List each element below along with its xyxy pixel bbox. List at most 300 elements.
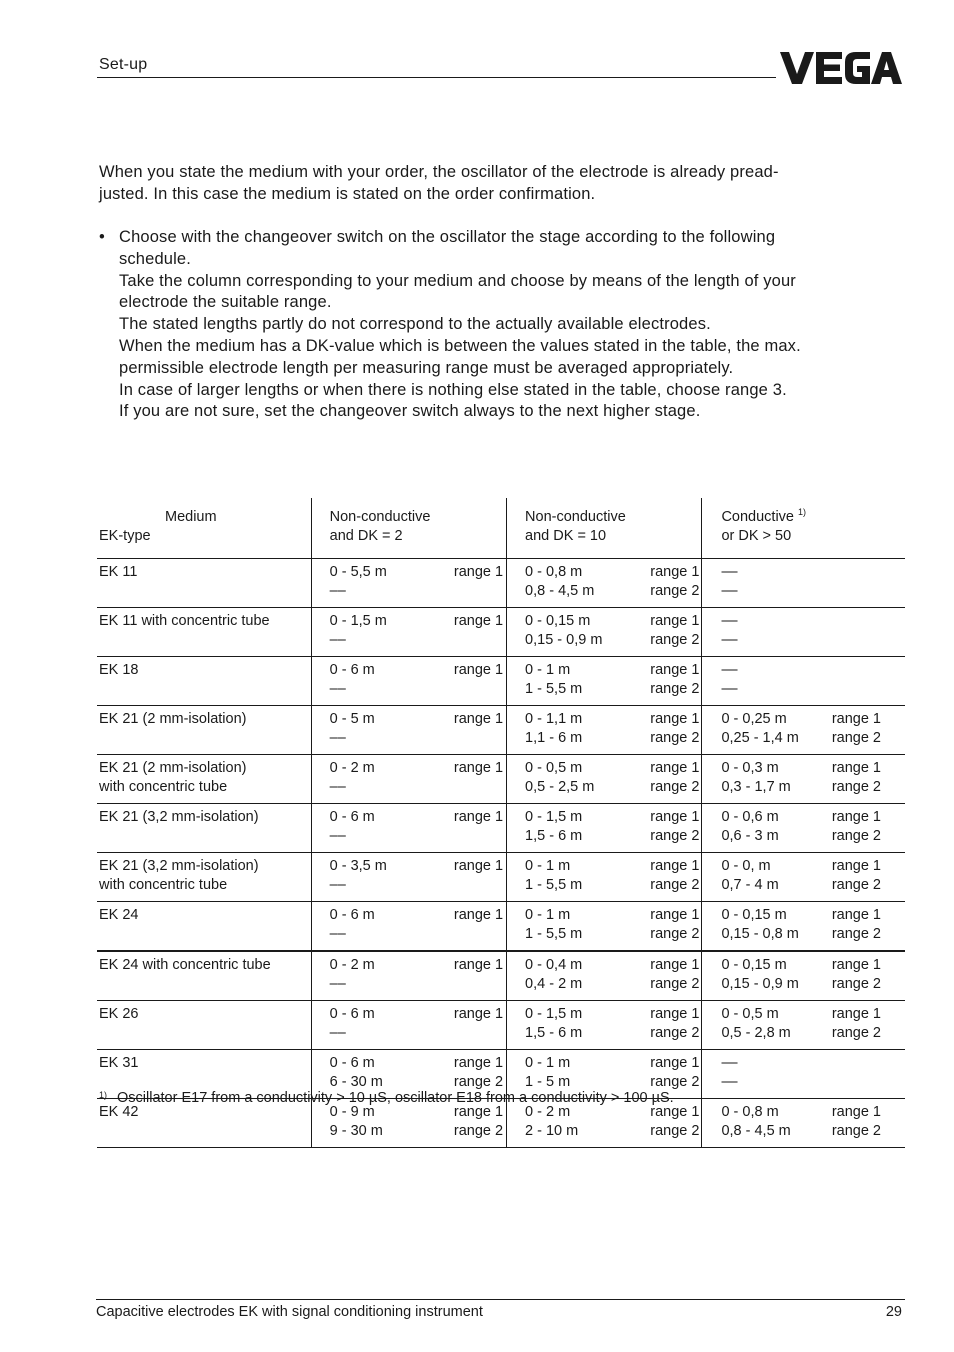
range-value: range 1 <box>453 613 504 629</box>
range-line <box>702 1122 905 1141</box>
footnote-text: Oscillator E17 from a conductivity > 10 µS, oscillator E18 from a conductivity > 100 µS. <box>117 1090 674 1106</box>
range-value: range 1 <box>650 662 700 678</box>
range-value: range 1 <box>831 1006 881 1022</box>
range-cell <box>507 853 702 902</box>
ek-type-cell <box>97 755 311 804</box>
range-value: range 1 <box>831 760 881 776</box>
range-value: range 2 <box>453 1074 504 1090</box>
range-line <box>312 631 506 650</box>
range-value: range 1 <box>831 957 881 973</box>
range-cell <box>507 755 702 804</box>
length-value: –– <box>721 1074 738 1090</box>
ek-type-cell <box>97 657 311 706</box>
length-value: –– <box>721 564 738 580</box>
ek-type-line: EK 11 <box>99 564 138 580</box>
length-value: 1,5 - 6 m <box>525 828 583 844</box>
instruction-line: permissible electrode length per measuring range must be averaged appropriately. <box>119 358 734 377</box>
ek-type-cell <box>97 853 311 902</box>
length-value: 0 - 1,5 m <box>525 809 583 825</box>
range-value: range 1 <box>650 957 700 973</box>
range-value: range 2 <box>650 1074 700 1090</box>
range-line <box>507 906 701 925</box>
range-value: range 1 <box>650 711 700 727</box>
length-value: 0 - 6 m <box>329 809 375 825</box>
table-row <box>97 853 905 902</box>
range-cell <box>507 804 702 853</box>
range-value: range 2 <box>650 779 700 795</box>
range-line <box>507 710 701 729</box>
length-value: 0 - 0,3 m <box>721 760 779 776</box>
range-cell <box>507 1001 702 1050</box>
range-value <box>503 729 506 748</box>
ek-type-line: EK 21 (2 mm-isolation) <box>99 711 247 727</box>
range-cell <box>702 853 905 902</box>
range-value: range 1 <box>650 1055 700 1071</box>
range-value <box>503 778 506 797</box>
range-cell <box>702 951 905 1001</box>
length-value: 0 - 1,5 m <box>329 613 387 629</box>
instruction-bullet <box>99 227 899 423</box>
range-value <box>503 827 506 846</box>
length-value: 0 - 1 m <box>525 662 571 678</box>
range-value: range 2 <box>650 828 700 844</box>
range-value: range 1 <box>453 957 504 973</box>
range-line <box>507 1005 701 1024</box>
range-cell <box>702 706 905 755</box>
range-line <box>507 680 701 699</box>
table-row <box>97 657 905 706</box>
range-cell <box>507 951 702 1001</box>
range-value: range 2 <box>650 1025 700 1041</box>
range-value: range 1 <box>453 564 504 580</box>
length-value: 0 - 1 m <box>525 907 571 923</box>
range-line <box>702 582 905 601</box>
length-value: 0 - 1,1 m <box>525 711 583 727</box>
table-row <box>97 804 905 853</box>
range-value: range 1 <box>453 809 504 825</box>
range-line <box>702 680 905 699</box>
vega-logo <box>780 50 902 86</box>
ek-type-line: EK 42 <box>99 1104 139 1120</box>
length-value: 1,5 - 6 m <box>525 1025 583 1041</box>
range-cell <box>311 902 506 952</box>
length-value: 0 - 2 m <box>525 1104 571 1120</box>
intro-line: justed. In this case the medium is stated on the order confirmation. <box>99 185 596 203</box>
table-row <box>97 902 905 952</box>
range-line <box>312 563 506 582</box>
ek-type-line: EK 26 <box>99 1006 139 1022</box>
footnote <box>99 1090 674 1106</box>
range-cell <box>702 1050 905 1099</box>
range-value: range 1 <box>831 809 881 825</box>
length-value: –– <box>329 828 346 844</box>
instruction-line: The stated lengths partly do not correspond to the actually available electrodes. <box>119 315 711 334</box>
instruction-line: schedule. <box>119 249 191 268</box>
length-value: 0,4 - 2 m <box>525 976 583 992</box>
instruction-line: Take the column corresponding to your medium and choose by means of the length of your <box>119 271 796 290</box>
range-cell <box>702 608 905 657</box>
range-line <box>702 729 905 748</box>
length-value: –– <box>329 877 346 893</box>
length-value: 0 - 1 m <box>525 858 571 874</box>
range-line <box>312 1024 506 1043</box>
range-value: range 1 <box>453 1104 504 1120</box>
range-value: range 1 <box>650 1006 700 1022</box>
ek-type-line: EK 18 <box>99 662 139 678</box>
length-value: –– <box>329 583 346 599</box>
table-row <box>97 608 905 657</box>
length-value: 0,15 - 0,9 m <box>721 976 799 992</box>
range-line <box>702 1024 905 1043</box>
page-number: 29 <box>885 1304 902 1320</box>
range-cell <box>507 559 702 608</box>
length-value: –– <box>329 632 346 648</box>
range-cell <box>311 657 506 706</box>
range-cell <box>311 1001 506 1050</box>
length-value: 0 - 0,4 m <box>525 957 583 973</box>
range-value: range 2 <box>650 583 700 599</box>
range-line <box>702 808 905 827</box>
range-line <box>507 1122 701 1141</box>
length-value: 0 - 6 m <box>329 1006 375 1022</box>
length-value: 0 - 0,6 m <box>721 809 779 825</box>
range-line <box>507 876 701 895</box>
length-value: 0 - 3,5 m <box>329 858 387 874</box>
range-value <box>881 1054 905 1073</box>
length-value: 0 - 0,15 m <box>721 957 787 973</box>
range-value: range 1 <box>650 809 700 825</box>
ek-type-line: EK 21 (3,2 mm-isolation) <box>99 809 259 825</box>
instruction-line: If you are not sure, set the changeover switch always to the next higher stage. <box>119 402 701 421</box>
range-cell <box>311 755 506 804</box>
table-row <box>97 559 905 608</box>
length-value: 0,8 - 4,5 m <box>525 583 595 599</box>
footnote-mark: 1) <box>99 1090 108 1100</box>
length-value: –– <box>721 583 738 599</box>
length-value: 0 - 6 m <box>329 662 375 678</box>
range-value <box>881 1073 905 1092</box>
range-cell <box>507 902 702 952</box>
range-line <box>702 759 905 778</box>
range-cell <box>702 657 905 706</box>
range-value: range 2 <box>831 877 881 893</box>
range-value <box>503 680 506 699</box>
length-value: –– <box>329 926 346 942</box>
range-line <box>702 925 905 944</box>
header-non-conductive-dk10: Non-conductive and DK = 10 <box>507 498 702 559</box>
ek-type-line: EK 21 (3,2 mm-isolation) <box>99 858 259 874</box>
range-line <box>702 1005 905 1024</box>
range-value <box>881 680 905 699</box>
range-line <box>312 827 506 846</box>
range-value <box>503 975 506 994</box>
range-value: range 2 <box>831 1123 881 1139</box>
range-line <box>507 631 701 650</box>
range-value: range 1 <box>453 907 504 923</box>
range-line <box>312 612 506 631</box>
header-divider <box>97 77 776 78</box>
length-value: –– <box>721 632 738 648</box>
range-value: range 2 <box>650 877 700 893</box>
range-line <box>702 563 905 582</box>
length-value: 0,3 - 1,7 m <box>721 779 791 795</box>
length-value: 1 - 5,5 m <box>525 926 583 942</box>
range-line <box>312 876 506 895</box>
range-line <box>702 778 905 797</box>
length-value: 0 - 5 m <box>329 711 375 727</box>
ek-type-line: with concentric tube <box>99 779 228 795</box>
range-value <box>881 582 905 601</box>
range-line <box>507 729 701 748</box>
range-line <box>312 759 506 778</box>
range-value: range 1 <box>453 760 504 776</box>
length-value: –– <box>721 1055 738 1071</box>
length-value: 0 - 1,5 m <box>525 1006 583 1022</box>
header-non-conductive-dk2: Non-conductive and DK = 2 <box>311 498 506 559</box>
range-line <box>702 975 905 994</box>
range-line <box>312 1005 506 1024</box>
length-value: 0 - 0,25 m <box>721 711 787 727</box>
range-line <box>702 1054 905 1073</box>
length-value: 0 - 1 m <box>525 1055 571 1071</box>
range-value <box>881 563 905 582</box>
ek-type-line: EK 11 with concentric tube <box>99 613 270 629</box>
range-value: range 1 <box>650 858 700 874</box>
range-cell <box>311 804 506 853</box>
range-cell <box>507 608 702 657</box>
range-cell <box>311 853 506 902</box>
range-line <box>507 582 701 601</box>
range-cell <box>702 1099 905 1148</box>
header-ek-type-label: EK-type <box>99 528 151 544</box>
range-value: range 2 <box>831 730 881 746</box>
range-value <box>503 631 506 650</box>
range-cell <box>702 1001 905 1050</box>
range-value: range 1 <box>650 760 700 776</box>
range-value: range 2 <box>650 926 700 942</box>
length-value: 1 - 5,5 m <box>525 681 583 697</box>
instruction-line: When the medium has a DK-value which is between the values stated in the table, the max. <box>119 336 801 355</box>
range-value: range 1 <box>453 662 504 678</box>
range-line <box>312 808 506 827</box>
length-value: 0 - 0,15 m <box>721 907 787 923</box>
range-value: range 2 <box>831 926 881 942</box>
length-value: 2 - 10 m <box>525 1123 579 1139</box>
range-value: range 1 <box>831 711 881 727</box>
length-value: 0,5 - 2,8 m <box>721 1025 791 1041</box>
length-value: –– <box>721 662 738 678</box>
range-line <box>507 975 701 994</box>
range-line <box>702 876 905 895</box>
header-ek-type <box>97 498 311 559</box>
ek-type-cell <box>97 706 311 755</box>
length-value: –– <box>329 681 346 697</box>
length-value: –– <box>329 1025 346 1041</box>
range-line <box>507 1024 701 1043</box>
ek-type-line: EK 31 <box>99 1055 139 1071</box>
ek-type-line: EK 24 with concentric tube <box>99 957 271 973</box>
instruction-line: In case of larger lengths or when there is nothing else stated in the table, choose range 3. <box>119 380 787 399</box>
table-body <box>97 559 905 1148</box>
length-value: 0 - 0,8 m <box>525 564 583 580</box>
table-row <box>97 706 905 755</box>
range-line <box>312 857 506 876</box>
range-line <box>507 857 701 876</box>
range-line <box>702 612 905 631</box>
range-cell <box>311 559 506 608</box>
ek-type-cell <box>97 559 311 608</box>
range-line <box>507 1054 701 1073</box>
header-conductive: Conductive $^{1)}$ or DK > 50 <box>702 498 905 559</box>
length-value: –– <box>721 613 738 629</box>
length-value: 0 - 6 m <box>329 907 375 923</box>
length-value: –– <box>329 730 346 746</box>
range-value: range 2 <box>650 1123 700 1139</box>
length-value: 0,25 - 1,4 m <box>721 730 799 746</box>
length-value: 1 - 5 m <box>525 1074 571 1090</box>
range-line <box>507 956 701 975</box>
range-value: range 2 <box>831 828 881 844</box>
range-line <box>312 906 506 925</box>
instruction-line: electrode the suitable range. <box>119 293 332 312</box>
range-line <box>312 925 506 944</box>
range-value: range 2 <box>831 1025 881 1041</box>
range-line <box>702 661 905 680</box>
range-value: range 1 <box>650 613 700 629</box>
range-value: range 1 <box>453 1006 504 1022</box>
ek-type-cell <box>97 902 311 952</box>
range-line <box>312 1054 506 1073</box>
range-value <box>881 631 905 650</box>
range-line <box>507 925 701 944</box>
range-value: range 2 <box>453 1123 504 1139</box>
header-medium-label: Medium <box>165 509 217 525</box>
range-line <box>702 956 905 975</box>
ek-type-line: EK 24 <box>99 907 139 923</box>
length-value: 0 - 6 m <box>329 1055 375 1071</box>
range-value: range 1 <box>831 858 881 874</box>
table-header-row <box>97 498 905 559</box>
length-value: 0,7 - 4 m <box>721 877 779 893</box>
length-value: 0 - 2 m <box>329 957 375 973</box>
length-value: 0,15 - 0,8 m <box>721 926 799 942</box>
length-value: 0 - 0,15 m <box>525 613 591 629</box>
range-line <box>507 661 701 680</box>
range-cell <box>702 559 905 608</box>
range-cell <box>702 755 905 804</box>
range-line <box>312 582 506 601</box>
range-line <box>507 612 701 631</box>
range-value: range 1 <box>831 1104 881 1120</box>
range-line <box>507 808 701 827</box>
table-row <box>97 755 905 804</box>
intro-line: When you state the medium with your order, the oscillator of the electrode is already pread- <box>99 163 779 181</box>
length-value: 0,5 - 2,5 m <box>525 779 595 795</box>
range-value: range 2 <box>650 976 700 992</box>
ek-type-line: EK 21 (2 mm-isolation) <box>99 760 247 776</box>
range-line <box>312 975 506 994</box>
range-line <box>702 906 905 925</box>
length-value: 0,15 - 0,9 m <box>525 632 603 648</box>
range-value <box>503 1024 506 1043</box>
length-value: 0 - 0,5 m <box>525 760 583 776</box>
range-cell <box>311 608 506 657</box>
range-line <box>702 857 905 876</box>
range-cell <box>507 657 702 706</box>
range-value: range 2 <box>650 632 700 648</box>
range-value: range 1 <box>650 564 700 580</box>
footnote-mark: 1) <box>798 507 807 518</box>
range-value <box>503 876 506 895</box>
range-value: range 1 <box>453 1055 504 1071</box>
ek-type-cell <box>97 608 311 657</box>
ek-type-cell <box>97 804 311 853</box>
range-line <box>312 956 506 975</box>
ek-type-cell <box>97 951 311 1001</box>
range-cell <box>702 804 905 853</box>
length-value: –– <box>721 681 738 697</box>
length-value: –– <box>329 779 346 795</box>
table-row <box>97 951 905 1001</box>
length-value: 0 - 0,5 m <box>721 1006 779 1022</box>
range-value: range 1 <box>453 711 504 727</box>
range-line <box>702 1103 905 1122</box>
range-value <box>881 612 905 631</box>
length-value: 9 - 30 m <box>329 1123 383 1139</box>
range-value: range 1 <box>650 907 700 923</box>
footer-divider <box>96 1299 905 1300</box>
range-value <box>881 661 905 680</box>
range-cell <box>702 902 905 952</box>
range-line <box>312 661 506 680</box>
length-value: 0 - 2 m <box>329 760 375 776</box>
range-value: range 2 <box>650 681 700 697</box>
range-value: range 2 <box>831 976 881 992</box>
range-value: range 1 <box>831 907 881 923</box>
instruction-line: Choose with the changeover switch on the oscillator the stage according to the following <box>119 228 776 246</box>
table-row <box>97 1001 905 1050</box>
range-line <box>702 631 905 650</box>
bullet-icon: • <box>99 228 105 246</box>
range-line <box>312 710 506 729</box>
length-value: 1 - 5,5 m <box>525 877 583 893</box>
length-value: 1,1 - 6 m <box>525 730 583 746</box>
range-value: range 1 <box>650 1104 700 1120</box>
range-line <box>312 729 506 748</box>
range-line <box>312 778 506 797</box>
length-value: 0 - 0,8 m <box>721 1104 779 1120</box>
length-value: 0,8 - 4,5 m <box>721 1123 791 1139</box>
range-line <box>312 680 506 699</box>
range-line <box>702 827 905 846</box>
range-value <box>503 582 506 601</box>
intro-paragraph <box>99 161 899 205</box>
ek-type-cell <box>97 1001 311 1050</box>
footer-title: Capacitive electrodes EK with signal conditioning instrument <box>96 1304 483 1320</box>
range-value: range 1 <box>453 858 504 874</box>
range-value: range 2 <box>831 779 881 795</box>
length-value: 0 - 9 m <box>329 1104 375 1120</box>
length-value: 6 - 30 m <box>329 1074 383 1090</box>
range-line <box>507 759 701 778</box>
range-schedule-table <box>97 498 905 1148</box>
length-value: 0,6 - 3 m <box>721 828 779 844</box>
range-line <box>507 827 701 846</box>
range-line <box>312 1122 506 1141</box>
length-value: 0 - 5,5 m <box>329 564 387 580</box>
range-line <box>507 563 701 582</box>
range-cell <box>311 706 506 755</box>
